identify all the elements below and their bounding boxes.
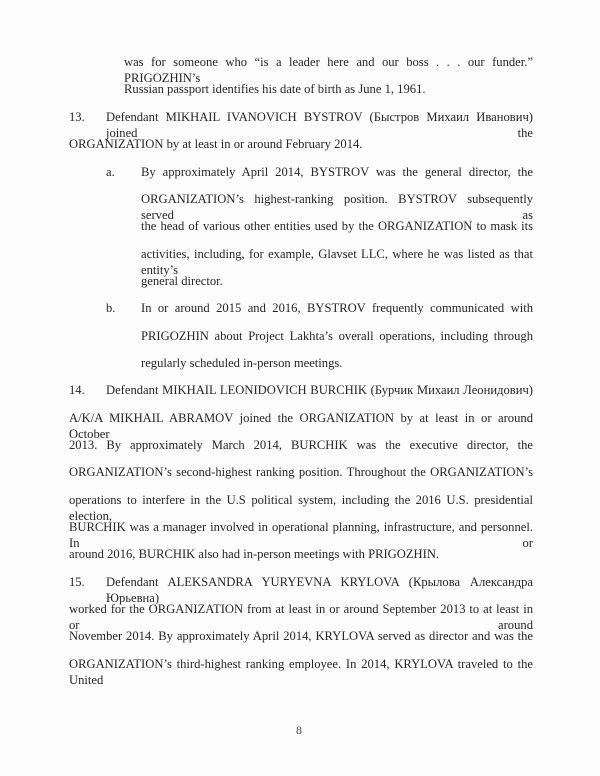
subitem-line: the head of various other entities used by the ORGANIZATION to mask its (141, 219, 533, 233)
subitem-line: In or around 2015 and 2016, BYSTROV frequently communicated with (141, 301, 533, 315)
paragraph-line: around 2016, BURCHIK also had in-person meetings with PRIGOZHIN. (69, 547, 440, 561)
subitem-line: regularly scheduled in-person meetings. (141, 356, 343, 370)
paragraph-line: BURCHIK was a manager involved in operational planning, infrastructure, and personnel. In or (69, 520, 533, 550)
subitem-line: general director. (141, 274, 223, 288)
subitem-line: By approximately April 2014, BYSTROV was the general director, the (141, 165, 533, 179)
subitem-label: a. (106, 165, 115, 179)
paragraph-first-line: Defendant ALEKSANDRA YURYEVNA KRYLOVA (Крылова Александра Юрьевна) (106, 575, 533, 605)
paragraph-number: 14. (69, 383, 85, 397)
page-number: 8 (296, 723, 302, 737)
paragraph-line: operations to interfere in the U.S political system, including the 2016 U.S. presidential election, (69, 493, 533, 523)
paragraph-line: November 2014. By approximately April 2014, KRYLOVA served as director and was the (69, 629, 533, 643)
paragraph-first-line: Defendant MIKHAIL LEONIDOVICH BURCHIK (Бурчик Михаил Леонидович) (106, 383, 533, 397)
continuation-line: Russian passport identifies his date of birth as June 1, 1961. (124, 82, 426, 96)
paragraph-line: ORGANIZATION’s third-highest ranking employee. In 2014, KRYLOVA traveled to the United (69, 657, 533, 687)
subitem-line: activities, including, for example, Glavset LLC, where he was listed as that entity’s (141, 247, 533, 277)
paragraph-number: 15. (69, 575, 85, 589)
subitem-line: ORGANIZATION’s highest-ranking position. BYSTROV subsequently served as (141, 192, 533, 222)
subitem-line: PRIGOZHIN about Project Lakhta’s overall operations, including through (141, 329, 533, 343)
paragraph-line: ORGANIZATION’s second-highest ranking position. Throughout the ORGANIZATION’s (69, 465, 533, 479)
subitem-label: b. (106, 301, 116, 315)
paragraph-line: ORGANIZATION by at least in or around February 2014. (69, 137, 363, 151)
continuation-line: was for someone who “is a leader here and our boss . . . our funder.” PRIGOZHIN’s (124, 55, 533, 85)
paragraph-line: A/K/A MIKHAIL ABRAMOV joined the ORGANIZATION by at least in or around October (69, 411, 533, 441)
paragraph-first-line: Defendant MIKHAIL IVANOVICH BYSTROV (Быстров Михаил Иванович) joined the (106, 110, 533, 140)
paragraph-line: 2013. By approximately March 2014, BURCHIK was the executive director, the (69, 438, 533, 452)
paragraph-line: worked for the ORGANIZATION from at least in or around September 2013 to at least in or around (69, 602, 533, 632)
paragraph-number: 13. (69, 110, 85, 124)
